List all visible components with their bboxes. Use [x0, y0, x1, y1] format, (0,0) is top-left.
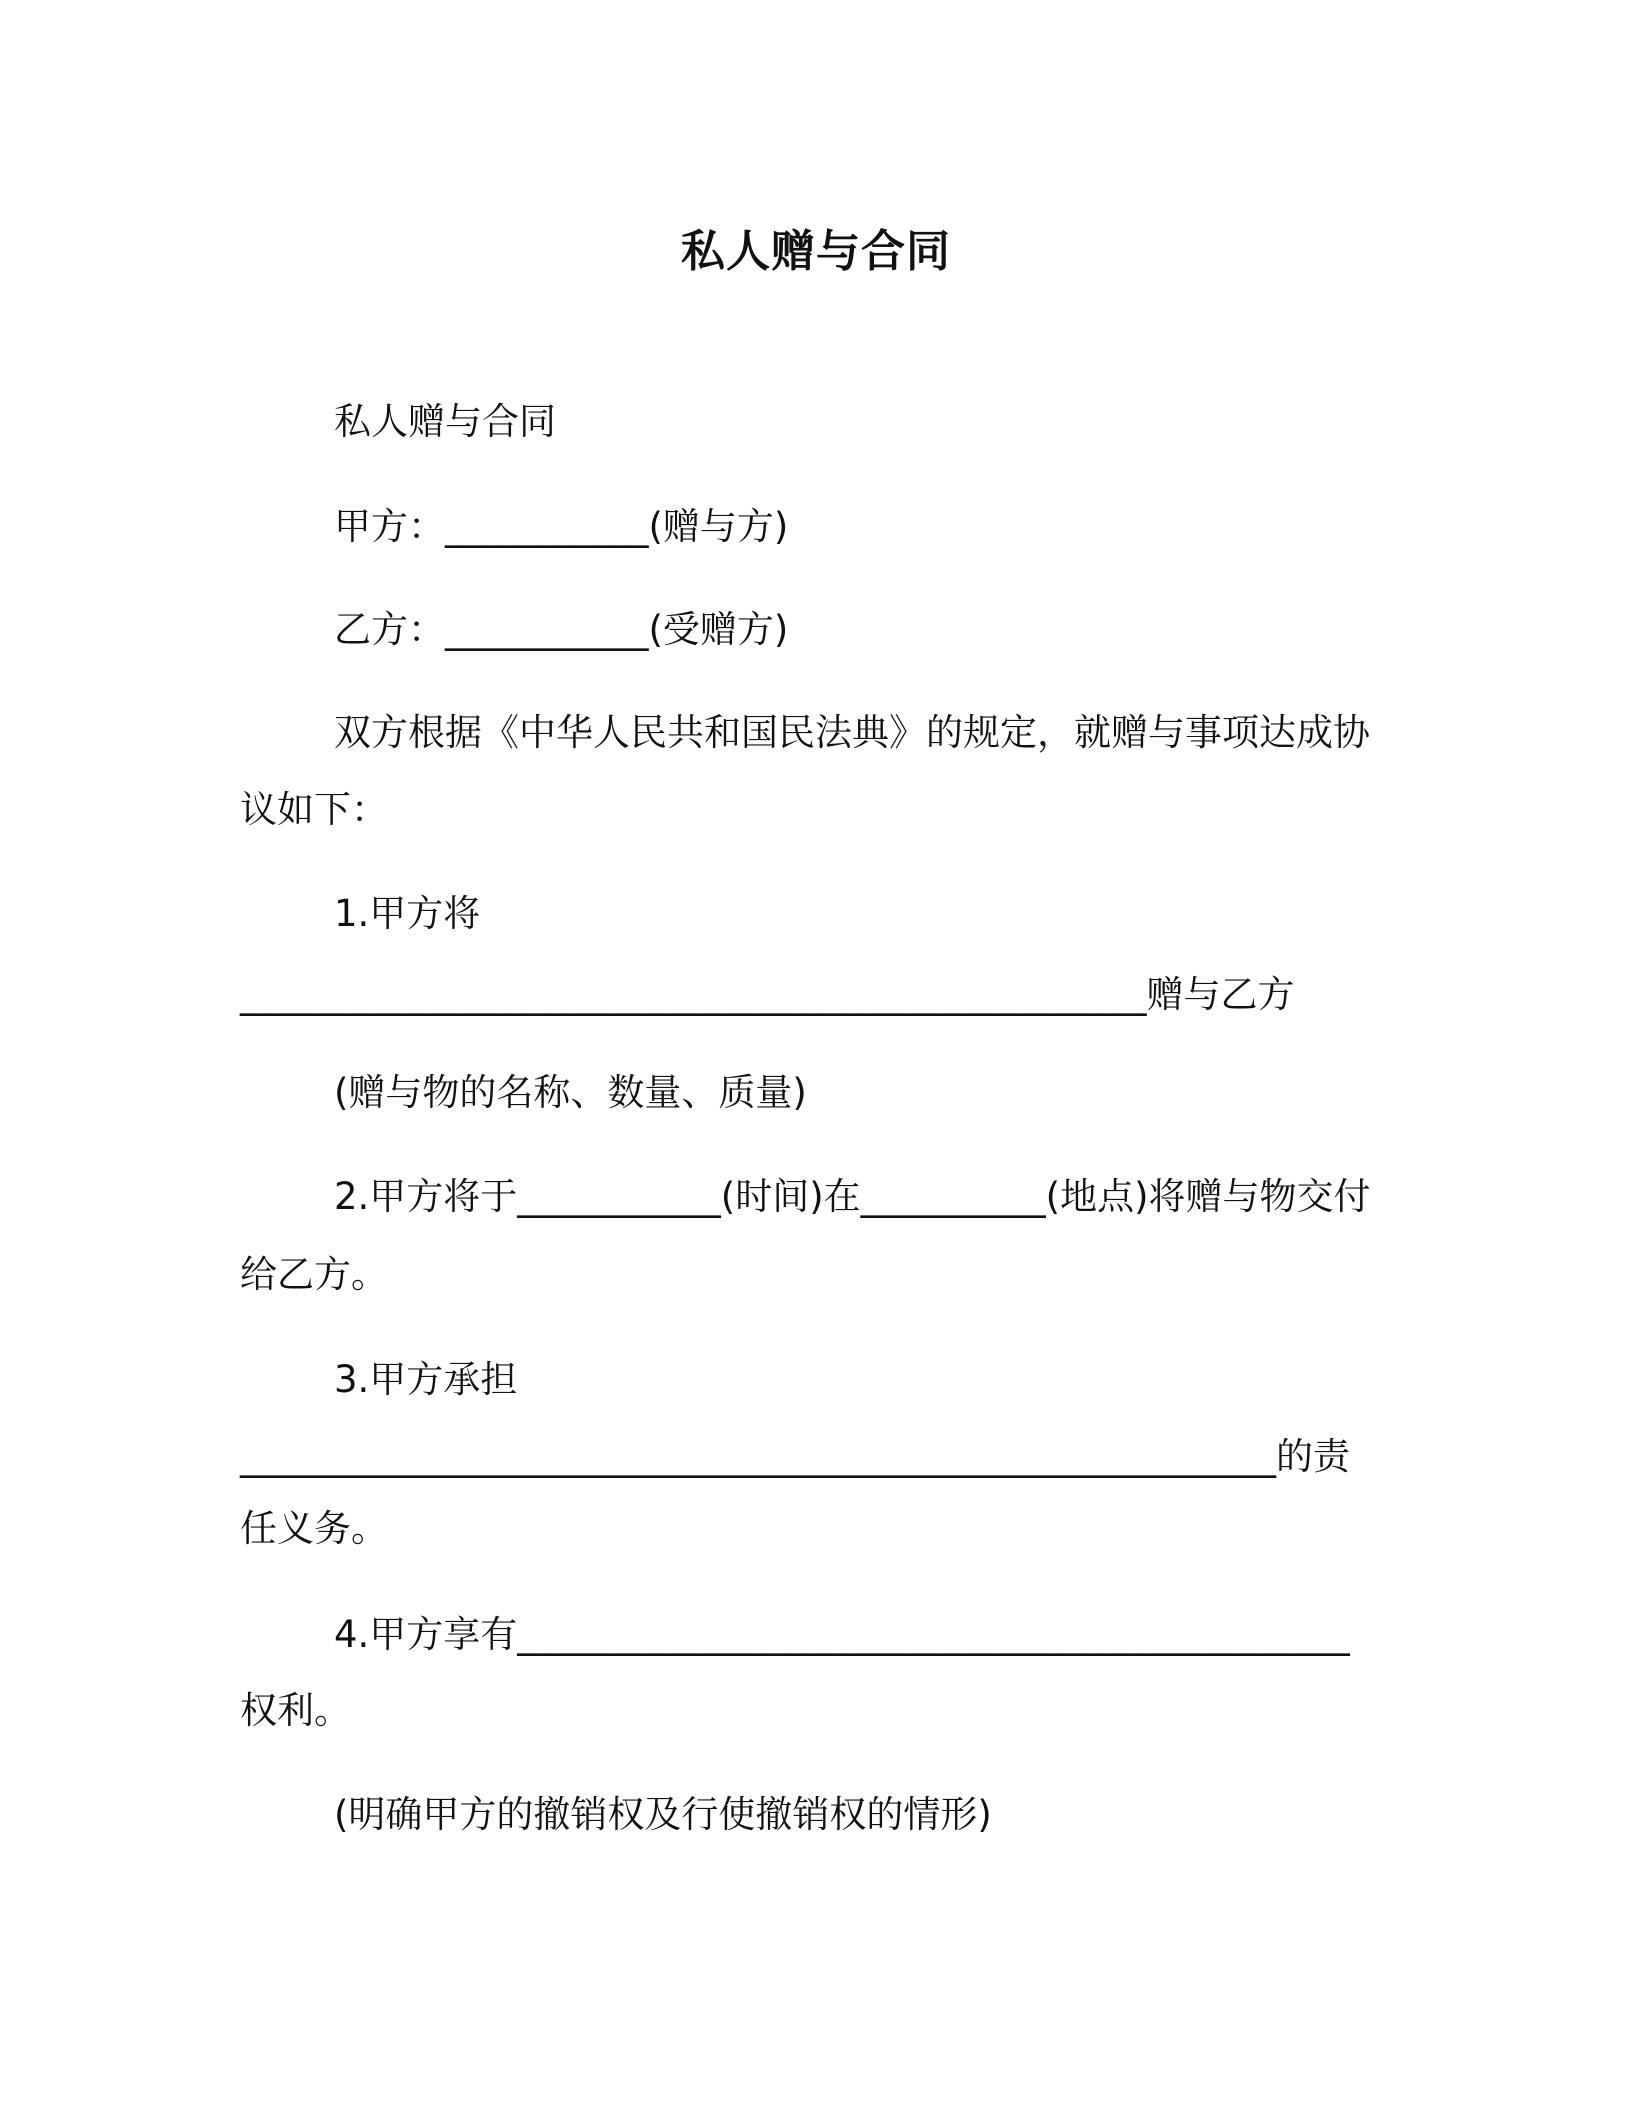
- clause-1-note: (赠与物的名称、数量、质量): [334, 1071, 807, 1114]
- subtitle-line: 私人赠与合同: [334, 400, 556, 443]
- clause-2-line-2: 给乙方。: [240, 1253, 388, 1296]
- clause-4-note: (明确甲方的撤销权及行使撤销权的情形): [334, 1793, 992, 1836]
- party-b-line: 乙方：___________(受赠方): [334, 608, 789, 651]
- clause-3-line-2: ________________________________________________________的责: [240, 1435, 1350, 1478]
- clause-4-line-1: 4.甲方享有_____________________________________________: [334, 1613, 1350, 1656]
- preamble-line-2: 议如下：: [240, 788, 388, 831]
- clause-2-line-1: 2.甲方将于___________(时间)在__________(地点)将赠与物交付: [334, 1175, 1371, 1218]
- clause-3-line-1: 3.甲方承担: [334, 1358, 518, 1401]
- document-title: 私人赠与合同: [681, 226, 951, 277]
- clause-3-line-3: 任义务。: [240, 1507, 388, 1550]
- preamble-line-1: 双方根据《中华人民共和国民法典》的规定，就赠与事项达成协: [334, 711, 1370, 754]
- party-a-line: 甲方：___________(赠与方): [334, 505, 789, 548]
- clause-1-line-1: 1.甲方将: [334, 892, 481, 935]
- clause-4-line-2: 权利。: [240, 1689, 351, 1732]
- clause-1-line-2: _________________________________________________赠与乙方: [240, 973, 1295, 1016]
